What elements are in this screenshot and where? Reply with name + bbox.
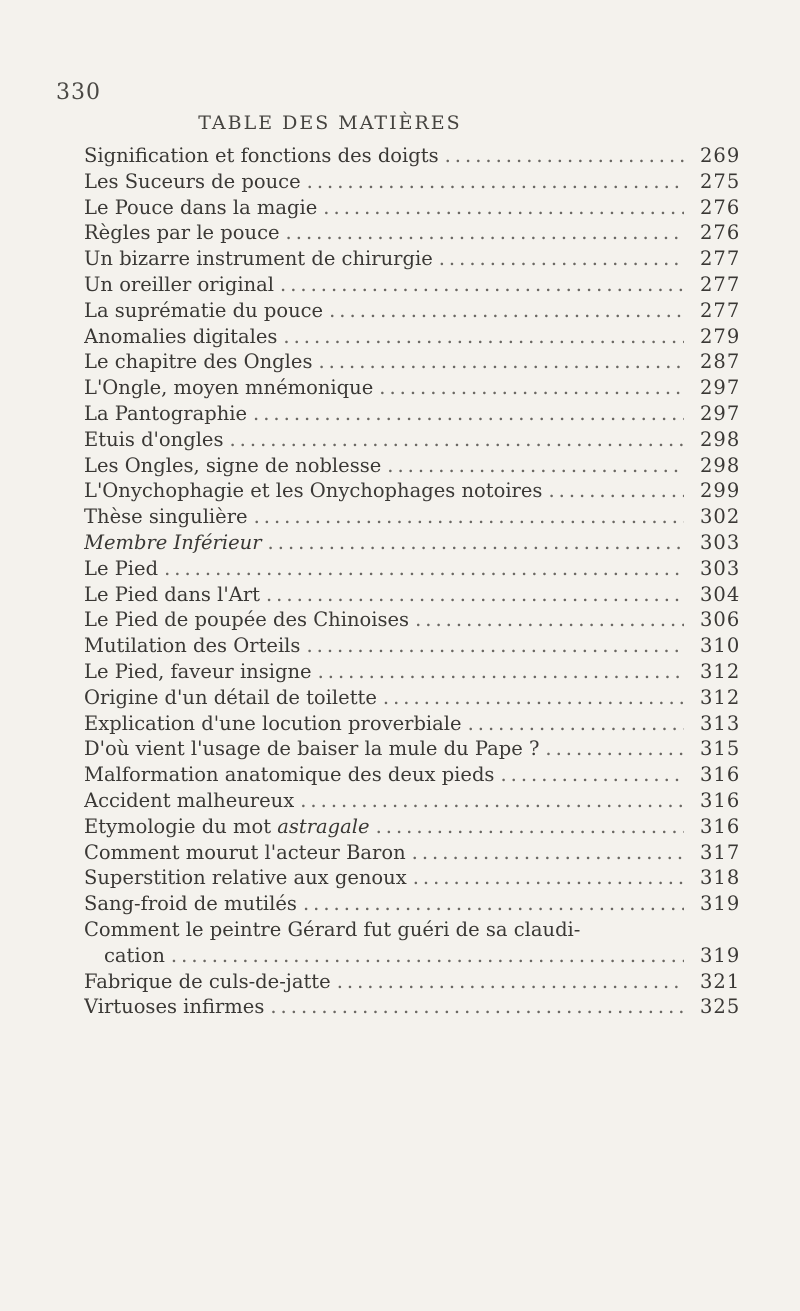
- toc-page-number: 297: [700, 401, 741, 425]
- toc-page-number: 317: [700, 840, 741, 864]
- toc-page-number: 321: [700, 969, 741, 993]
- toc-entry: [84, 556, 684, 582]
- toc-entry-title: L'Onychophagie et les Onychophages notoires: [84, 479, 543, 503]
- toc-entry-title: Sang-froid de mutilés: [84, 892, 297, 916]
- toc-entry: [84, 607, 684, 633]
- toc-page-number: 303: [700, 556, 741, 580]
- toc-entry-title: Le Pied: [84, 556, 159, 580]
- toc-page-number: 312: [700, 685, 741, 709]
- dot-leader: [280, 272, 684, 298]
- page-number-column: [700, 143, 770, 1020]
- dot-leader: [171, 943, 684, 969]
- dot-leader: [306, 633, 684, 659]
- toc-page-number: 277: [700, 272, 741, 296]
- dot-leader: [468, 711, 684, 737]
- toc-entry: [84, 633, 684, 659]
- toc-entry-title: Règles par le pouce: [84, 221, 280, 245]
- toc-page-number: 316: [700, 763, 741, 787]
- toc-entry: [84, 917, 684, 969]
- toc-entry-title: Mutilation des Orteils: [84, 634, 301, 658]
- dot-leader: [307, 169, 684, 195]
- dot-leader: [266, 582, 684, 608]
- toc-page-number: 303: [700, 530, 741, 554]
- toc-page-number: 279: [700, 324, 741, 348]
- toc-entry-title: Fabrique de culs-de-jatte: [84, 969, 331, 993]
- toc-entry-title: Etuis d'ongles: [84, 427, 224, 451]
- toc-page-number: 315: [700, 737, 741, 761]
- toc-entry: [84, 840, 684, 866]
- toc-page-number: 316: [700, 814, 741, 838]
- toc-entry: [84, 736, 684, 762]
- toc-entry-title: Le chapitre des Ongles: [84, 350, 313, 374]
- toc-entry: [84, 969, 684, 995]
- toc-entry-title: La suprématie du pouce: [84, 298, 324, 322]
- toc-entry: [84, 891, 684, 917]
- dot-leader: [253, 401, 684, 427]
- toc-page-number: 298: [700, 427, 741, 451]
- toc-entry-title: La Pantographie: [84, 401, 248, 425]
- toc-entry: [84, 504, 684, 530]
- toc-entry: [84, 788, 684, 814]
- toc-entry-title: Comment mourut l'acteur Baron: [84, 840, 406, 864]
- dot-leader: [286, 220, 684, 246]
- toc-entry: [84, 478, 684, 504]
- toc-entry-title: Le Pied de poupée des Chinoises: [84, 608, 410, 632]
- page-number: 330: [56, 80, 101, 105]
- toc-entry-title: Thèse singulière: [84, 505, 248, 529]
- toc-entry: [84, 375, 684, 401]
- dot-leader: [415, 607, 684, 633]
- toc-entry-title: Membre Inférieur: [84, 530, 262, 554]
- dot-leader: [413, 865, 684, 891]
- toc-entry: [84, 685, 684, 711]
- toc-page-number: 306: [700, 608, 741, 632]
- toc-entry: [84, 814, 684, 840]
- dot-leader: [329, 298, 684, 324]
- dot-leader: [268, 530, 684, 556]
- dot-leader: [445, 143, 684, 169]
- toc-entry-title: Malformation anatomique des deux pieds: [84, 763, 495, 787]
- toc-entry: [84, 659, 684, 685]
- toc-entry: [84, 401, 684, 427]
- dot-leader: [387, 453, 684, 479]
- toc-entry: [84, 169, 684, 195]
- toc-entry-title: Comment le peintre Gérard fut guéri de sa claudi-: [84, 917, 581, 941]
- toc-entry: [84, 994, 684, 1020]
- toc-entry: [84, 220, 684, 246]
- toc-entry-title: Explication d'une locution proverbiale: [84, 711, 462, 735]
- dot-leader: [283, 324, 684, 350]
- toc-entry: [84, 762, 684, 788]
- toc-page-number: 302: [700, 505, 741, 529]
- dot-leader: [500, 762, 684, 788]
- toc-page-number: 277: [700, 298, 741, 322]
- toc-entry-title: L'Ongle, moyen mnémonique: [84, 376, 374, 400]
- toc-entry-title: Anomalies digitales: [84, 324, 278, 348]
- toc-entry-title: Un oreiller original: [84, 272, 275, 296]
- toc-entry-title: Accident malheureux: [84, 788, 295, 812]
- toc-page-number: 287: [700, 350, 741, 374]
- toc-page-number: 299: [700, 479, 741, 503]
- toc-entry-title: Les Ongles, signe de noblesse: [84, 453, 382, 477]
- toc-page-number: 304: [700, 582, 741, 606]
- dot-leader: [548, 478, 684, 504]
- toc-entry: [84, 711, 684, 737]
- dot-leader: [323, 195, 684, 221]
- toc-page-number: 277: [700, 247, 741, 271]
- toc-page-number: 319: [700, 892, 741, 916]
- dot-leader: [303, 891, 684, 917]
- toc-page-number: 298: [700, 453, 741, 477]
- toc-entry-title: Origine d'un détail de toilette: [84, 685, 377, 709]
- toc-entry: [84, 298, 684, 324]
- running-head: TABLE DES MATIÈRES: [198, 112, 462, 134]
- toc-entry-title: Le Pied dans l'Art: [84, 582, 260, 606]
- toc-page-number: 276: [700, 195, 741, 219]
- toc-page-number: 297: [700, 376, 741, 400]
- toc-entry-title-italic: astragale: [277, 814, 370, 838]
- toc-entry-continuation: [84, 943, 684, 969]
- toc-entry-title: Un bizarre instrument de chirurgie: [84, 247, 433, 271]
- toc-entry-title: Le Pied, faveur insigne: [84, 659, 312, 683]
- toc-entry-title: Virtuoses infirmes: [84, 995, 265, 1019]
- toc-entry: [84, 324, 684, 350]
- toc-page-number: 275: [700, 169, 741, 193]
- dot-leader: [300, 788, 684, 814]
- toc-entry-title: Signification et fonctions des doigts: [84, 144, 439, 167]
- dot-leader: [439, 246, 684, 272]
- toc-entry: [84, 427, 684, 453]
- toc-entry: [84, 246, 684, 272]
- toc-page-number: 319: [700, 943, 741, 967]
- toc-entry: [84, 349, 684, 375]
- toc-page-number: 318: [700, 866, 741, 890]
- toc-entry: [84, 582, 684, 608]
- dot-leader: [545, 736, 684, 762]
- toc-page-number: 310: [700, 634, 741, 658]
- dot-leader: [376, 814, 684, 840]
- toc-entry-title: D'où vient l'usage de baiser la mule du Pape ?: [84, 737, 540, 761]
- toc-page-number: 269: [700, 144, 741, 167]
- dot-leader: [337, 969, 684, 995]
- dot-leader: [318, 349, 684, 375]
- dot-leader: [164, 556, 684, 582]
- toc-section-heading: [84, 530, 684, 556]
- toc-page-number: 316: [700, 788, 741, 812]
- dot-leader: [229, 427, 684, 453]
- dot-leader: [270, 994, 684, 1020]
- toc-entry-title-continued: cation: [104, 943, 165, 967]
- dot-leader: [318, 659, 684, 685]
- toc-page-number: 312: [700, 659, 741, 683]
- table-of-contents: [84, 143, 684, 1020]
- toc-entry: [84, 143, 684, 169]
- dot-leader: [383, 685, 684, 711]
- toc-page-number-wrapped: [700, 917, 770, 969]
- toc-page-number: 325: [700, 995, 741, 1019]
- toc-entry: [84, 453, 684, 479]
- dot-leader: [412, 840, 684, 866]
- toc-entry-title: Le Pouce dans la magie: [84, 195, 318, 219]
- toc-page-number: 276: [700, 221, 741, 245]
- toc-entry: [84, 865, 684, 891]
- toc-entry-title: [84, 814, 370, 840]
- dot-leader: [379, 375, 684, 401]
- toc-page-number: 313: [700, 711, 741, 735]
- toc-entry-title: Superstition relative aux genoux: [84, 866, 407, 890]
- toc-entry: [84, 195, 684, 221]
- toc-entry-title-text: Etymologie du mot: [84, 814, 272, 838]
- dot-leader: [254, 504, 684, 530]
- toc-entry-title: Les Suceurs de pouce: [84, 169, 301, 193]
- toc-entry: [84, 272, 684, 298]
